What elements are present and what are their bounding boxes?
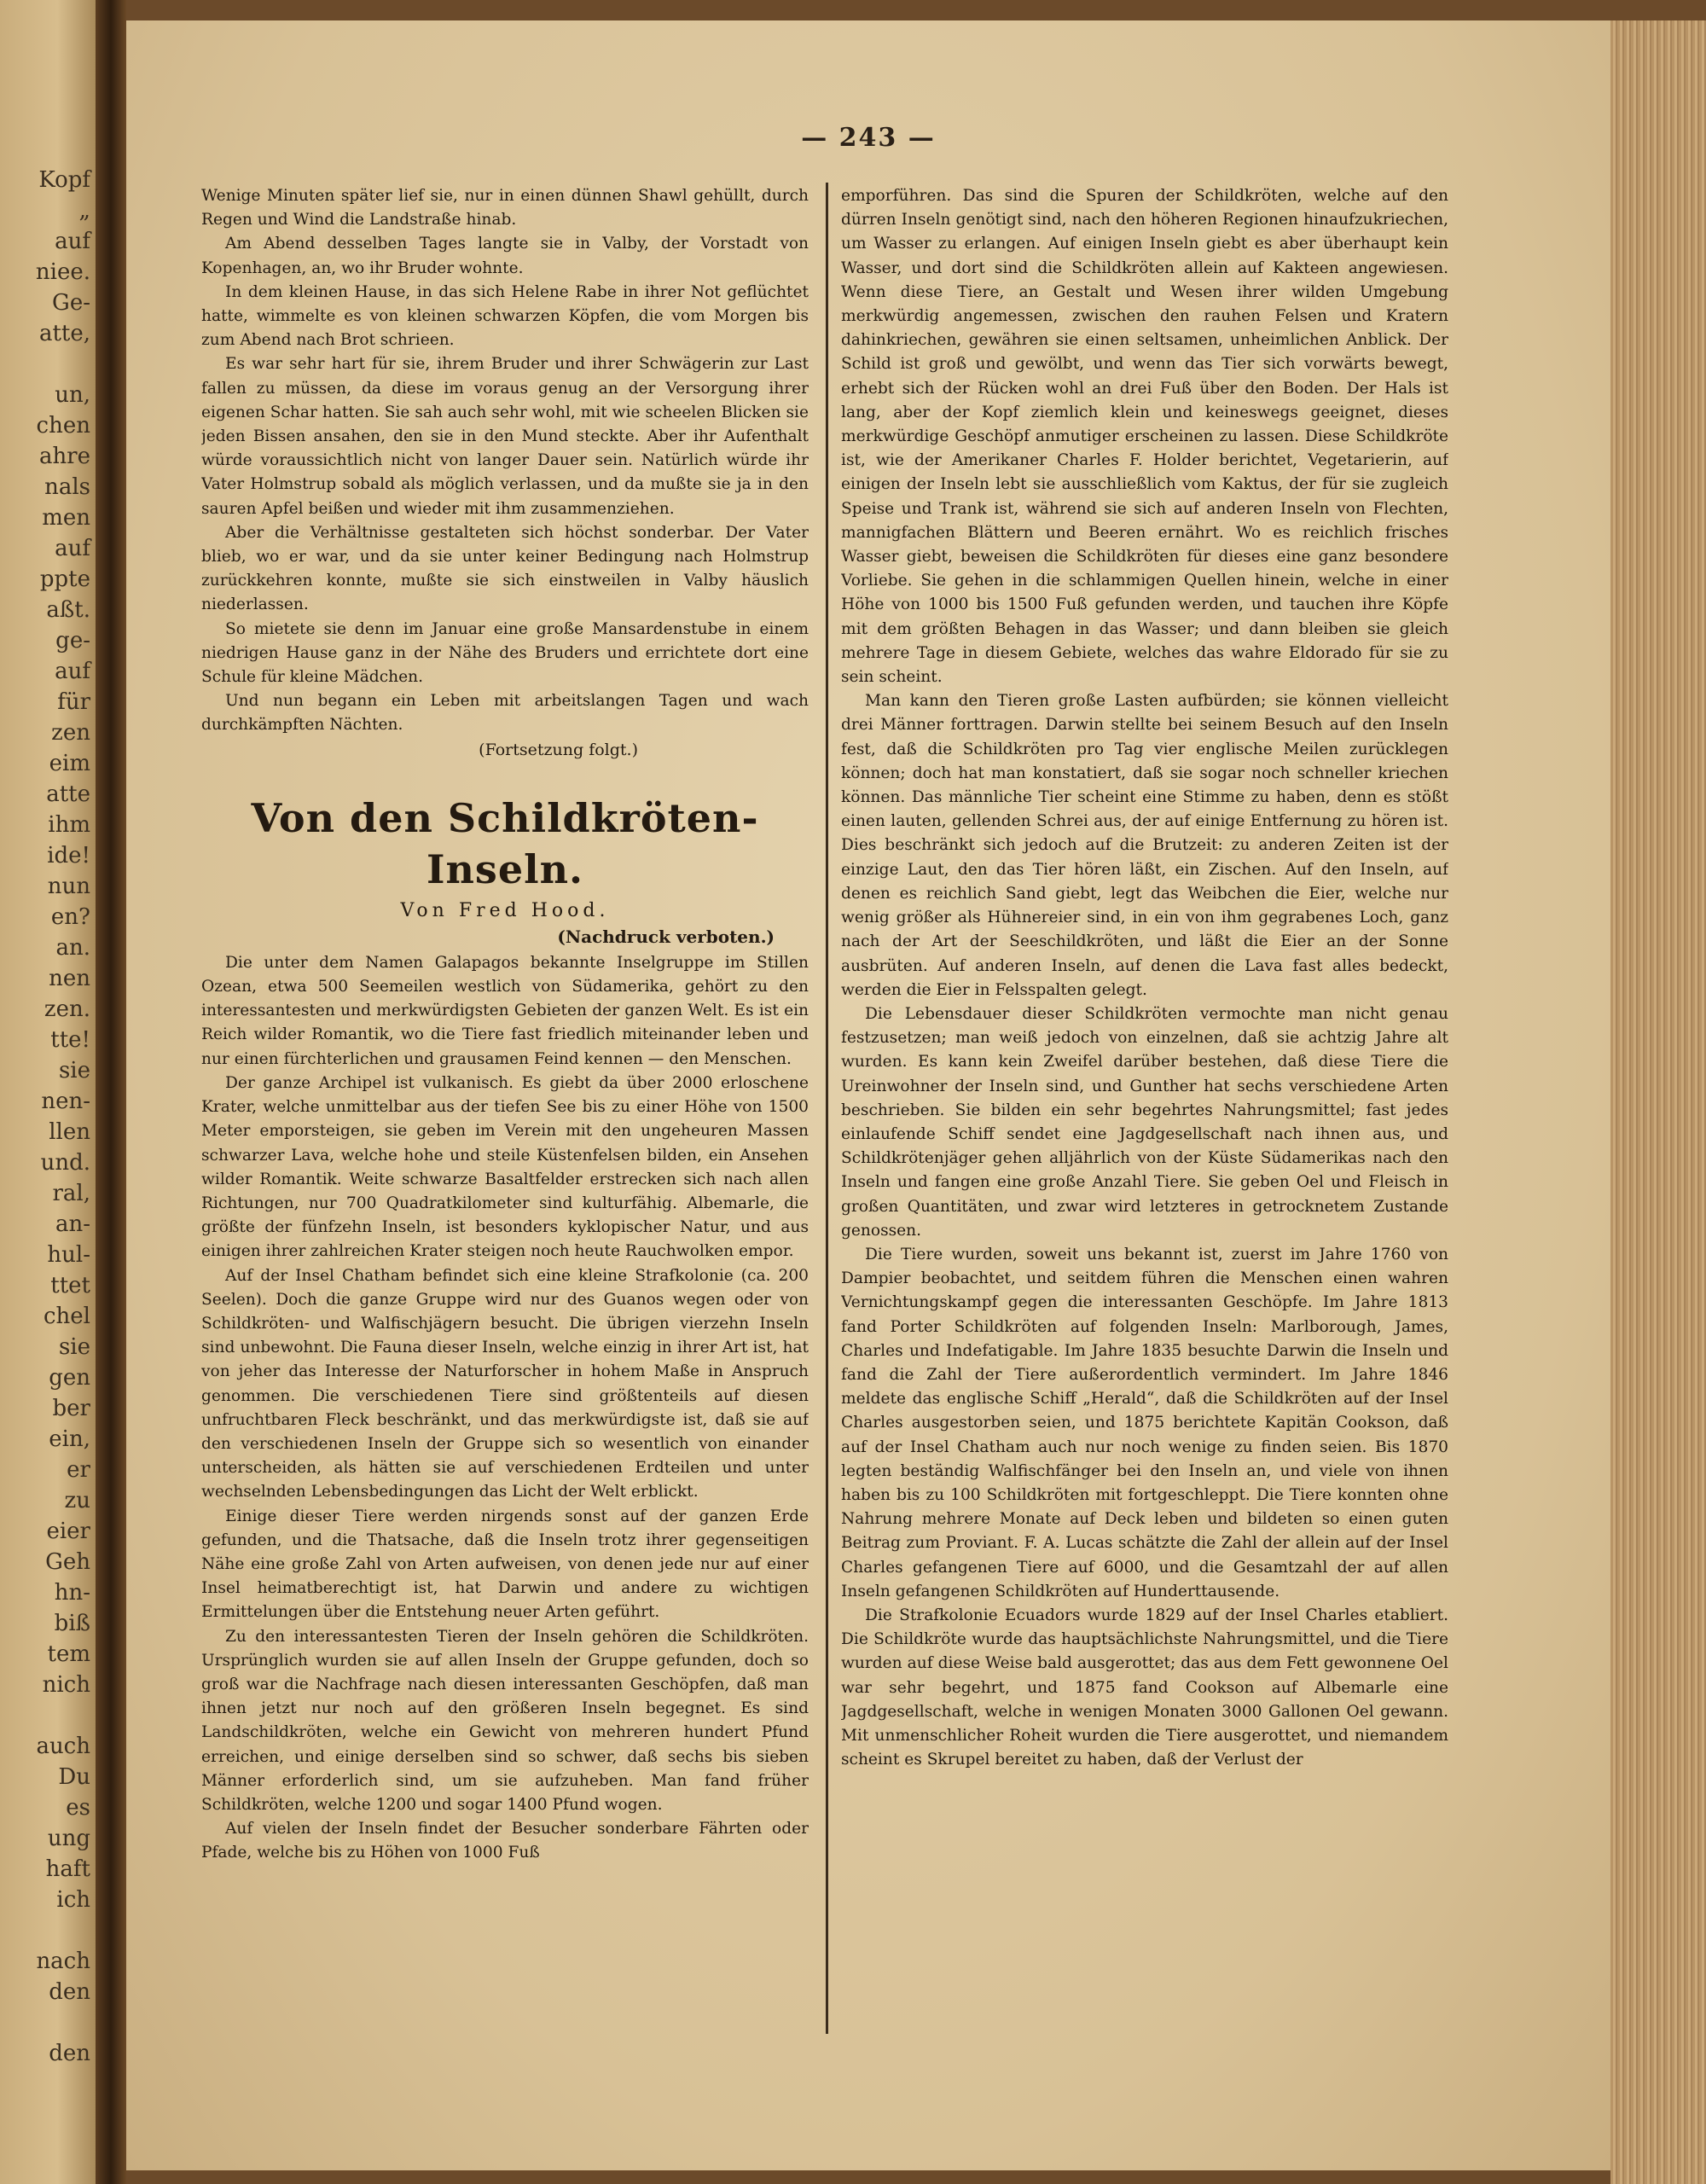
previous-page-fragment: ttet <box>50 1273 90 1298</box>
left-column <box>201 184 809 2044</box>
article-paragraph: Die Lebensdauer dieser Schildkröten vermochte man nicht genau festzusetzen; man weiß jedoch von einzelnen, daß sie achtzig Jahre alt wurden. Es kann kein Zweifel darüber bestehen, daß diese Tiere die Ureinwohner der Inseln sind, und Gunther hat sechs verschiedene Arten beschrieben. Sie bilden ein sehr begehrtes Nahrungsmittel; fast jedes einlaufende Schiff sendet eine Jagdgesellschaft nach ihnen aus, und Schildkrötenjäger gehen alljährlich von der Küste Südamerikas nach den Inseln und fangen eine große Anzahl Tiere. Sie geben Oel und Fleisch in großen Quantitäten, und zwar wird letzteres in getrocknetem Zustande genossen. <box>841 1004 1448 1240</box>
column-divider <box>826 183 828 2034</box>
previous-page-fragment: „ <box>78 198 90 224</box>
previous-page-fragment: es <box>66 1795 90 1821</box>
previous-page-fragment: nen <box>49 966 90 991</box>
story-paragraph: Es war sehr hart für sie, ihrem Bruder und ihrer Schwägerin zur Last fallen zu müssen, da diese im voraus genug an der Versorgung ihrer eigenen Schar hatten. Sie sah auch sehr wohl, mit wie scheelen Blicken sie jeden Bissen ansahen, den sie in den Mund steckte. Aber ihr Aufenthalt würde voraussichtlich nicht von langer Dauer sein. Natürlich würde ihr Vater Holmstrup sobald als möglich verlassen, und da mußte sie ja in den sauren Apfel beißen und wieder mit ihm zusammenziehen. <box>201 355 809 518</box>
previous-page-fragment: en? <box>50 904 90 930</box>
previous-page-fragment: Du <box>58 1764 90 1790</box>
previous-page-fragment: ge- <box>55 628 90 653</box>
article-paragraph: emporführen. Das sind die Spuren der Schildkröten, welche auf den dürren Inseln genötigt sind, nach den höheren Regionen hinaufzukriechen, um Wasser zu erlangen. Auf einigen Inseln giebt es aber überhaupt kein Wasser, und dort sind die Schildkröten allein auf Kakteen angewiesen. Wenn diese Tiere, an Gestalt und Wesen ihrer wilden Umgebung merkwürdig angemessen, zwischen den rauhen Felsen und Kratern dahinkriechen, gewähren sie einen seltsamen, unheimlichen Anblick. Der Schild ist groß und gewölbt, und wenn das Tier sich vorwärts bewegt, erhebt sich der Rücken wohl an drei Fuß über den Boden. Der Hals ist lang, aber der Kopf ziemlich klein und keineswegs geeignet, dieses merkwürdige Geschöpf anmutiger erscheinen zu lassen. Diese Schildkröte ist, wie der Amerikaner Charles F. Holder berichtet, Vegetarierin, auf einigen der Inseln lebt sie ausschließlich vom Kaktus, der für sie zugleich Speise und Trank ist, während sie sich auf anderen Inseln von Flechten, mannigfachen Blättern und Beeren ernährt. Wo es reichlich frisches Wasser giebt, beweisen die Schildkröten für dieses eine ganz besondere Vorliebe. Sie gehen in die schlammigen Quellen hinein, welche in einer Höhe von 1000 bis 1500 Fuß gefunden werden, und tauchen ihre Köpfe mit dem größten Behagen in das Wasser; und dann bleiben sie gleich mehrere Tage in diesem Gebiete, welches das wahre Eldorado für sie zu sein scheint. <box>841 187 1448 687</box>
previous-page-fragment: tte! <box>50 1027 90 1053</box>
previous-page-fragment: atte <box>46 781 90 807</box>
previous-page-fragment: nun <box>47 874 90 899</box>
previous-page-fragment: men <box>42 505 90 531</box>
previous-page-edge <box>0 0 96 2184</box>
previous-page-fragment: haft <box>45 1856 90 1882</box>
previous-page-fragment: den <box>49 2041 90 2066</box>
previous-page-fragment: auf <box>55 659 90 684</box>
previous-page-fragment: und. <box>40 1150 90 1176</box>
previous-page-fragment: zu <box>64 1488 90 1513</box>
previous-page-fragment: nich <box>42 1672 90 1698</box>
previous-page-fragment: Geh <box>45 1549 90 1575</box>
story-paragraph: Am Abend desselben Tages langte sie in Valby, der Vorstadt von Kopenhagen, an, wo ihr Bruder wohnte. <box>201 235 809 277</box>
previous-page-fragment: ung <box>47 1826 90 1851</box>
story-paragraph: Aber die Verhältnisse gestalteten sich höchst sonderbar. Der Vater blieb, wo er war, und da sie unter keiner Bedingung nach Holmstrup zurückkehren konnte, mußte sie sich einstweilen in Valby häuslich niederlassen. <box>201 523 809 614</box>
previous-page-fragment: auf <box>55 229 90 254</box>
previous-page-fragment: aßt. <box>46 597 90 623</box>
previous-page-fragment: sie <box>58 1334 90 1360</box>
previous-page-fragment: ral, <box>52 1181 90 1206</box>
previous-page-fragment: er <box>67 1457 90 1483</box>
article-title: Von den Schildkröten-Inseln. <box>251 794 759 892</box>
previous-page-fragment: gen <box>49 1365 90 1391</box>
previous-page-fragment: llen <box>49 1119 90 1145</box>
previous-page-fragment: ahre <box>38 444 90 469</box>
book-page <box>126 20 1610 2170</box>
story-paragraph: Und nun begann ein Leben mit arbeitslangen Tagen und wach durchkämpften Nächten. <box>201 692 809 735</box>
previous-page-fragment: auf <box>55 536 90 561</box>
article-paragraph: Auf der Insel Chatham befindet sich eine kleine Strafkolonie (ca. 200 Seelen). Doch die ganze Gruppe wird nur des Guanos wegen oder von Schildkröten- und Walfischjägern besucht. Die übrigen vierzehn Inseln sind unbewohnt. Die Fauna dieser Inseln, welche einzig in ihrer Art ist, hat von jeher das Interesse der Naturforscher in hohem Maße in Anspruch genommen. Die verschiedenen Tiere sind größtenteils auf diesen unfruchtbaren Fleck beschränkt, und das merkwürdigste ist, daß sie auf den verschiedenen Inseln der Gruppe sich so wesentlich von einander unterscheiden, als hätten sie auf verschiedenen Erdteilen und unter wechselnden Lebensbedingungen das Licht der Welt erblickt. <box>201 1266 809 1502</box>
previous-page-fragment: sie <box>58 1058 90 1083</box>
previous-page-fragment: chel <box>43 1304 90 1329</box>
previous-page-fragment: auch <box>36 1734 90 1759</box>
previous-page-fragment: ich <box>56 1887 90 1913</box>
article-paragraph: Die Strafkolonie Ecuadors wurde 1829 auf der Insel Charles etabliert. Die Schildkröte wurde das hauptsächlichste Nahrungsmittel, und die Tiere wurden auf diese Weise bald ausgerottet; das aus dem Fett gewonnene Oel war sehr begehrt, und 1875 fand Cookson auf Albemarle eine Jagdgesellschaft, welche in wenigen Monaten 3000 Gallonen Oel gewann. Mit unmenschlicher Roheit wurden die Tiere ausgerottet, und niemandem scheint es Skrupel bereitet zu haben, daß der Verlust der <box>841 1606 1448 1769</box>
previous-page-fragment: ide! <box>47 843 90 868</box>
story-paragraph: In dem kleinen Hause, in das sich Helene Rabe in ihrer Not geflüchtet hatte, wimmelte es von kleinen schwarzen Köpfen, die vom Morgen bis zum Abend nach Brot schrieen. <box>201 282 809 350</box>
previous-page-fragment: eim <box>49 751 90 776</box>
previous-page-fragment: atte, <box>38 321 90 346</box>
article-paragraph: Der ganze Archipel ist vulkanisch. Es giebt da über 2000 erloschene Krater, welche unmittelbar aus der tiefen See bis zu einer Höhe von 1500 Meter emporsteigen, sie geben im Verein mit den ungeheuren Massen schwarzer Lava, welche hohe und steile Küstenfelsen bilden, ein Ansehen wilder Romantik. Weite schwarze Basaltfelder erstrecken sich nach allen Richtungen, nur 700 Quadratkilometer sind kulturfähig. Albemarle, die größte der fünfzehn Inseln, ist besonders kyklopischer Natur, und aus einigen ihrer zahlreichen Krater steigen noch heute Rauchwolken empor. <box>201 1073 809 1261</box>
previous-page-fragment: für <box>57 689 90 715</box>
previous-page-fragment: chen <box>36 413 90 439</box>
page-block-edge <box>1610 20 1706 2184</box>
previous-page-fragment: ppte <box>39 566 90 592</box>
previous-page-fragment: zen. <box>44 996 90 1022</box>
article-paragraph: Die Tiere wurden, soweit uns bekannt ist, zuerst im Jahre 1760 von Dampier beobachtet, und seitdem führen die Menschen einen wahren Vernichtungskampf gegen die interessanten Geschöpfe. Im Jahre 1813 fand Porter Schildkröten auf folgenden Inseln: Marlborough, James, Charles und Indefatigable. Im Jahre 1835 besuchte Darwin die Inseln und fand die Zahl der Tiere außerordentlich vermindert. Im Jahre 1846 meldete das englische Schiff „Herald“, daß die Schildkröten auf der Insel Charles ausgestorben seien, und 1875 berichtete Kapitän Cookson, daß auf der Insel Chatham auch nur noch wenige zu finden seien. Bis 1870 legten beständig Walfischfänger bei den Inseln an, und viele von ihnen haben bis zu 100 Schildkröten mit fortgeschleppt. Die Tiere konnten ohne Nahrung mehrere Monate auf Deck leben und bildeten so einen guten Beitrag zum Proviant. F. A. Lucas schätzte die Zahl der allein auf der Insel Charles gefangenen Tiere auf 6000, und die Gesamtzahl der auf allen Inseln gefangenen Schildkröten auf Hunderttausende. <box>841 1245 1448 1600</box>
article-byline: Von Fred Hood. <box>400 899 610 921</box>
previous-page-fragment: un, <box>55 382 90 408</box>
previous-page-fragment: nals <box>44 474 90 500</box>
article-paragraph: Die unter dem Namen Galapagos bekannte Inselgruppe im Stillen Ozean, etwa 500 Seemeilen westlich von Südamerika, gehört zu den interessantesten und merkwürdigsten Gebieten der ganzen Welt. Es ist ein Reich wilder Romantik, wo die Tiere fast friedlich miteinander leben und nur einen fürchterlichen und grausamen Feind kennen — den Menschen. <box>201 953 809 1068</box>
continued-note: (Fortsetzung folgt.) <box>479 740 638 759</box>
previous-page-fragment: an- <box>55 1211 90 1237</box>
previous-page-fragment: den <box>49 1979 90 2005</box>
previous-page-fragment: eier <box>46 1519 90 1544</box>
previous-page-fragment: hn- <box>54 1580 90 1606</box>
previous-page-fragment: ihm <box>48 812 90 838</box>
previous-page-fragment: zen <box>51 720 90 746</box>
story-paragraph: Wenige Minuten später lief sie, nur in einen dünnen Shawl gehüllt, durch Regen und Wind die Landstraße hinab. <box>201 187 809 229</box>
previous-page-fragment: tem <box>47 1641 90 1667</box>
previous-page-fragment: Ge- <box>52 290 90 316</box>
previous-page-fragment: ein, <box>49 1426 90 1452</box>
previous-page-fragment: an. <box>55 935 90 961</box>
page-number: — 243 — <box>801 123 936 153</box>
previous-page-fragment: biß <box>54 1611 90 1636</box>
previous-page-fragment: hul- <box>47 1242 90 1268</box>
previous-page-fragment: Kopf <box>38 167 90 193</box>
article-paragraph: Einige dieser Tiere werden nirgends sonst auf der ganzen Erde gefunden, und die Thatsache, daß die Inseln trotz ihrer gegenseitigen Nähe eine große Zahl von Arten aufweisen, von denen jede nur auf einer Insel heimatberechtigt ist, hat Darwin und andere zu wichtigen Ermittelungen über die Entstehung neuer Arten geführt. <box>201 1507 809 1622</box>
article-paragraph: Zu den interessantesten Tieren der Inseln gehören die Schildkröten. Ursprünglich wurden sie auf allen Inseln der Gruppe gefunden, doch so groß war die Nachfrage nach diesen interessanten Geschöpfen, daß man ihnen jetzt nur noch auf den größeren Inseln begegnet. Es sind Landschildkröten, welche ein Gewicht von mehreren hundert Pfund erreichen, und einige derselben sind so schwer, daß sechs bis sieben Männer erforderlich sind, um sie aufzuheben. Man fand früher Schildkröten, welche 1200 und sogar 1400 Pfund wogen. <box>201 1627 809 1814</box>
previous-page-fragment: nach <box>36 1949 90 1974</box>
previous-page-fragment: niee. <box>35 259 90 285</box>
previous-page-fragment: ber <box>52 1396 90 1421</box>
article-paragraph: Man kann den Tieren große Lasten aufbürden; sie können vielleicht drei Männer forttragen. Darwin stellte bei seinem Besuch auf den Inseln fest, daß die Schildkröten pro Tag vier englische Meilen zurücklegen können; doch hat man konstatiert, daß sie sogar noch schneller kriechen können. Das männliche Tier scheint eine Stimme zu haben, denn es stößt einen lauten, gellenden Schrei aus, der auf einige Entfernung zu hören ist. Dies beschränkt sich jedoch auf die Brutzeit: zu anderen Zeiten ist der einzige Laut, den das Tier hören läßt, ein Zischen. Auf den Inseln, auf denen es reichlich Sand giebt, legt das Weibchen die Eier, welche nur wenig größer als Hühnereier sind, in ein von ihm gegrabenes Loch, ganz nach der Art der Seeschildkröten, und läßt die Eier an der Sonne ausbrüten. Auf anderen Inseln, auf denen die Lava fast alles bedeckt, werden die Eier in Felsspalten gelegt. <box>841 692 1448 999</box>
previous-page-fragment: nen- <box>41 1089 90 1114</box>
reprint-notice: (Nachdruck verboten.) <box>557 926 775 947</box>
article-paragraph: Auf vielen der Inseln findet der Besucher sonderbare Fährten oder Pfade, welche bis zu Höhen von 1000 Fuß <box>201 1820 809 1862</box>
book-gutter <box>96 0 126 2184</box>
right-column <box>841 184 1448 2044</box>
story-paragraph: So mietete sie denn im Januar eine große Mansardenstube in einem niedrigen Hause ganz in der Nähe des Bruders und errichtete dort eine Schule für kleine Mädchen. <box>201 619 809 687</box>
